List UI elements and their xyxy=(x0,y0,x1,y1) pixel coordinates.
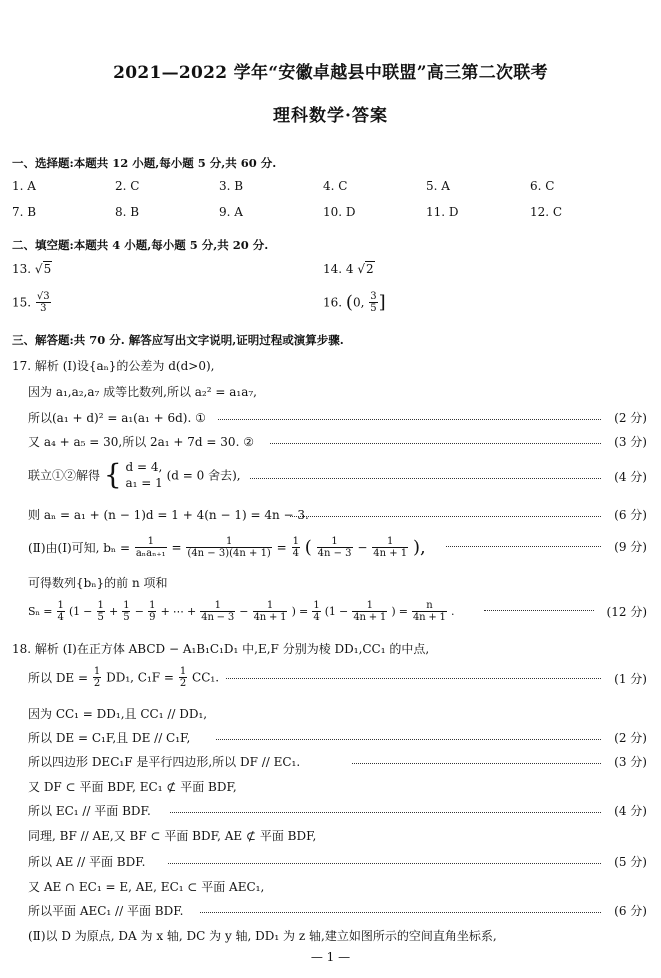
leader-dots xyxy=(200,911,601,913)
q18-score-1: (1 分) xyxy=(614,672,647,686)
q18-line-7: 所以 EC₁ // 平面 BDF. xyxy=(28,804,151,818)
q18-line-12: (Ⅱ)以 D 为原点, DA 为 x 轴, DC 为 y 轴, DD₁ 为 z 轴,建立如图所示的空间直角坐标系, xyxy=(28,929,497,943)
choice-answer: 1. A xyxy=(12,179,36,193)
q18-line-2: 所以 DE = $\frac{1}{2}$ DD₁, C₁F = $\frac{1}{2}$ CC₁. xyxy=(28,666,220,689)
q18-line-5: 所以四边形 DEC₁F 是平行四边形,所以 DF // EC₁. xyxy=(28,755,301,769)
choice-answer: 5. A xyxy=(426,179,450,193)
q17-score-4: (4 分) xyxy=(614,470,647,484)
fill-answer-15: 15. $\frac{√3}{3}$ xyxy=(12,291,50,314)
q18-score-4: (4 分) xyxy=(614,804,647,818)
q18-score-3: (3 分) xyxy=(614,755,647,769)
choice-section-header: 一、选择题:本题共 12 小题,每小题 5 分,共 60 分. xyxy=(12,156,277,170)
q17-score-6: (6 分) xyxy=(614,508,647,522)
q17-line-6: 则 aₙ = a₁ + (n − 1)d = 1 + 4(n − 1) = 4n − 3. xyxy=(28,508,309,522)
page-subtitle: 理科数学·答案 xyxy=(273,106,388,126)
q18-score-5: (5 分) xyxy=(614,855,647,869)
q17-score-2: (2 分) xyxy=(614,411,647,425)
q18-line-3: 因为 CC₁ = DD₁,且 CC₁ // DD₁, xyxy=(28,707,208,721)
choice-answer: 8. B xyxy=(115,205,140,219)
choice-answer: 4. C xyxy=(323,179,348,193)
q17-line-5: 联立①②解得 { d = 4, a₁ = 1 (d = 0 舍去), xyxy=(28,458,241,491)
q17-line-4: 又 a₄ + a₅ = 30,所以 2a₁ + 7d = 30. ② xyxy=(28,435,254,449)
q18-line-6: 又 DF ⊂ 平面 BDF, EC₁ ⊄ 平面 BDF, xyxy=(28,780,237,794)
leader-dots xyxy=(170,811,601,813)
page-title: 2021—2022 学年“安徽卓越县中联盟”高三第二次联考 xyxy=(113,63,548,83)
q17-line-8: 可得数列{bₙ}的前 n 项和 xyxy=(28,576,168,590)
leader-dots xyxy=(218,418,601,420)
page-number: — 1 — xyxy=(310,950,351,964)
fill-answer-16: 16. (0, $\frac{3}{5}$ ] xyxy=(323,291,386,314)
leader-dots xyxy=(216,738,601,740)
q17-line-3: 所以(a₁ + d)² = a₁(a₁ + 6d). ① xyxy=(28,411,206,425)
solve-section-header: 三、解答题:共 70 分. 解答应写出文字说明,证明过程或演算步骤. xyxy=(12,333,344,347)
fill-section-header: 二、填空题:本题共 4 小题,每小题 5 分,共 20 分. xyxy=(12,238,269,252)
q17-line-9: Sₙ = $\frac{1}{4}$ (1 − $\frac{1}{5}$ + $\frac{1}{5}$ − $\frac{1}{9}$ + ⋯ + $\frac{1}{4n - 3}$ − $\frac{1}{4n + 1}$ ) = $\frac{1}{4}$ (1 − $\frac{1}{4n + 1}$ ) = $\frac{n}{4n + 1}$ . xyxy=(28,600,455,623)
leader-dots xyxy=(226,677,601,679)
leader-dots xyxy=(484,609,594,611)
q17-line-1: 17. 解析 (Ⅰ)设{aₙ}的公差为 d(d>0), xyxy=(12,359,215,373)
leader-dots xyxy=(446,545,601,547)
q18-line-11: 所以平面 AEC₁ // 平面 BDF. xyxy=(28,904,184,918)
choice-answer: 2. C xyxy=(115,179,140,193)
choice-answer: 3. B xyxy=(219,179,244,193)
q18-line-8: 同理, BF // AE,又 BF ⊂ 平面 BDF, AE ⊄ 平面 BDF, xyxy=(28,829,317,843)
leader-dots xyxy=(250,477,601,479)
choice-answer: 7. B xyxy=(12,205,37,219)
q17-score-12: (12 分) xyxy=(606,605,647,619)
leader-dots xyxy=(290,515,601,517)
q17-line-7: (Ⅱ)由(Ⅰ)可知, bₙ = $\frac{1}{\text{aₙaₙ₊₁}}$ = $\frac{1}{(4n - 3)(4n + 1)}$ = $\frac{1}{4}$ ( $\frac{1}{4n - 3}$ − $\frac{1}{4n + 1}$ ), xyxy=(28,536,426,559)
fill-answer-13: 13. √5 xyxy=(12,262,52,276)
leader-dots xyxy=(352,762,601,764)
q18-score-2: (2 分) xyxy=(614,731,647,745)
choice-answer: 12. C xyxy=(530,205,563,219)
leader-dots xyxy=(270,442,601,444)
choice-answer: 10. D xyxy=(323,205,356,219)
q18-line-9: 所以 AE // 平面 BDF. xyxy=(28,855,146,869)
q17-score-3: (3 分) xyxy=(614,435,647,449)
q17-line-2: 因为 a₁,a₂,a₇ 成等比数列,所以 a₂² = a₁a₇, xyxy=(28,385,257,399)
choice-answer: 11. D xyxy=(426,205,459,219)
q18-score-6: (6 分) xyxy=(614,904,647,918)
q18-line-10: 又 AE ∩ EC₁ = E, AE, EC₁ ⊂ 平面 AEC₁, xyxy=(28,880,265,894)
q18-line-1: 18. 解析 (Ⅰ)在正方体 ABCD − A₁B₁C₁D₁ 中,E,F 分别为棱 DD₁,CC₁ 的中点, xyxy=(12,642,430,656)
q18-line-4: 所以 DE = C₁F,且 DE // C₁F, xyxy=(28,731,191,745)
q17-score-9: (9 分) xyxy=(614,540,647,554)
fill-answer-14: 14. 4 √2 xyxy=(323,262,374,276)
choice-answer: 9. A xyxy=(219,205,243,219)
leader-dots xyxy=(168,862,601,864)
choice-answer: 6. C xyxy=(530,179,555,193)
